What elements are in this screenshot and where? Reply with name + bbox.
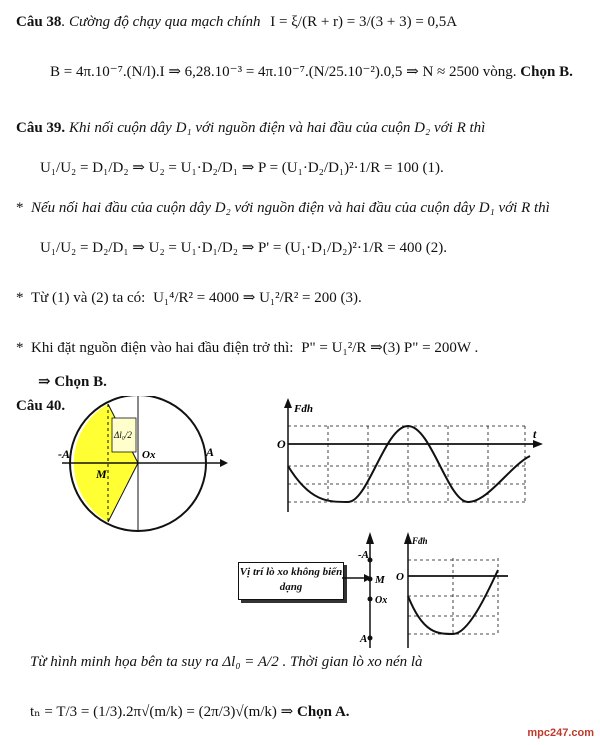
q40-conclusion: Từ hình minh họa bên ta suy ra Δl₀ = A/2 . Thời gian lò xo nén là bbox=[30, 654, 423, 670]
watermark: mpc247.com bbox=[527, 727, 594, 739]
point-m bbox=[368, 577, 373, 582]
q40-time-line bbox=[30, 702, 350, 722]
q38-line2 bbox=[50, 62, 573, 82]
q38-current-formula: I = ξ/(R + r) = 3/(3 + 3) = 0,5A bbox=[270, 14, 458, 30]
spring-position-box bbox=[238, 562, 344, 600]
up-arrow-icon bbox=[366, 532, 374, 544]
q39-intro: Khi nối cuộn dây D₁ với nguồn điện và hai đầu của cuộn D₂ với R thì bbox=[68, 120, 486, 136]
q39-eq2: U₁/U₂ = D₂/D₁ ⇒ U₂ = U₁·D₁/D₂ ⇒ P' = (U₁·D₁/D₂)²·1/R = 400 (2). bbox=[40, 240, 448, 256]
ox-label: Ox bbox=[142, 449, 156, 461]
q38-label: Câu 38 bbox=[16, 14, 62, 30]
q39-bullet2-text: Nếu nối hai đầu của cuộn dây D₂ với nguồn điện và hai đầu của cuộn dây D₁ với R thì bbox=[31, 200, 550, 216]
neg-a-label: -A bbox=[58, 447, 70, 461]
q39-bullet3: * Từ (1) và (2) ta có: U₁⁴/R² = 4000 ⇒ U₁²/R² = 200 (3). bbox=[16, 290, 362, 306]
q39-eq1: U₁/U₂ = D₁/D₂ ⇒ U₂ = U₁·D₂/D₁ ⇒ P = (U₁·D₂/D₁)²·1/R = 100 (1). bbox=[40, 160, 444, 176]
o2-label: O bbox=[396, 571, 404, 583]
a-axis-label: A bbox=[360, 633, 368, 645]
circle-diagram bbox=[58, 396, 228, 546]
m-label: M bbox=[96, 467, 107, 481]
o-label: O bbox=[277, 437, 286, 451]
q38-line1 bbox=[16, 12, 457, 32]
force-arrow-icon bbox=[404, 532, 412, 544]
q39-bullet3-text: Từ (1) và (2) ta có: bbox=[31, 290, 146, 306]
q39-answer: ⇒ Chọn B. bbox=[38, 374, 107, 390]
y-arrow-icon bbox=[284, 398, 292, 408]
q38-text: . Cường độ chạy qua mạch chính bbox=[61, 14, 261, 30]
q38-field-formula: B = 4π.10⁻⁷.(N/l).I ⇒ 6,28.10⁻³ = 4π.10⁻⁷.(N/25.10⁻²).0,5 ⇒ N ≈ 2500 vòng. bbox=[50, 64, 517, 80]
fdh2-label: Fđh bbox=[412, 536, 428, 546]
m-axis-label: M bbox=[375, 574, 385, 586]
t-arrow-icon bbox=[533, 440, 543, 448]
spring-position-label: Vị trí lò xo không biến dạng bbox=[239, 566, 343, 593]
q39-bullet2: * Nếu nối hai đầu của cuộn dây D₂ với nguồn điện và hai đầu của cuộn dây D₁ với R thì bbox=[16, 200, 550, 216]
point-a bbox=[368, 636, 373, 641]
q39-eq3: U₁⁴/R² = 4000 ⇒ U₁²/R² = 200 (3). bbox=[153, 290, 362, 306]
t-label: t bbox=[533, 427, 537, 441]
point-ox bbox=[368, 597, 373, 602]
q39-bullet4: * Khi đặt nguồn điện vào hai đầu điện trở thì: P" = U₁²/R ⇒(3) P" = 200W . bbox=[16, 340, 479, 356]
q39-line1 bbox=[16, 118, 485, 138]
spring-axis-graph bbox=[358, 530, 508, 648]
axis-arrow-icon bbox=[220, 459, 228, 467]
ox-axis-label: Ox bbox=[375, 595, 388, 606]
q40-answer: Chọn A. bbox=[297, 704, 350, 720]
a-label: A bbox=[206, 445, 215, 459]
q39-label: Câu 39. bbox=[16, 120, 66, 136]
q39-bullet4-text: Khi đặt nguồn điện vào hai đầu điện trở thì: bbox=[31, 340, 294, 356]
dl-label: Δl₀/2 bbox=[114, 430, 132, 440]
force-time-graph bbox=[275, 398, 545, 516]
q38-answer: Chọn B. bbox=[520, 64, 573, 80]
q40-time-formula: tₙ = T/3 = (1/3).2π√(m/k) = (2π/3)√(m/k) ⇒ bbox=[30, 704, 294, 720]
q39-eq4: P" = U₁²/R ⇒(3) P" = 200W . bbox=[301, 340, 479, 356]
neg-a-axis-label: -A bbox=[358, 549, 369, 561]
force-curve bbox=[288, 426, 530, 502]
fdh-label: Fđh bbox=[294, 403, 313, 415]
q40-label: Câu 40. bbox=[16, 398, 66, 414]
